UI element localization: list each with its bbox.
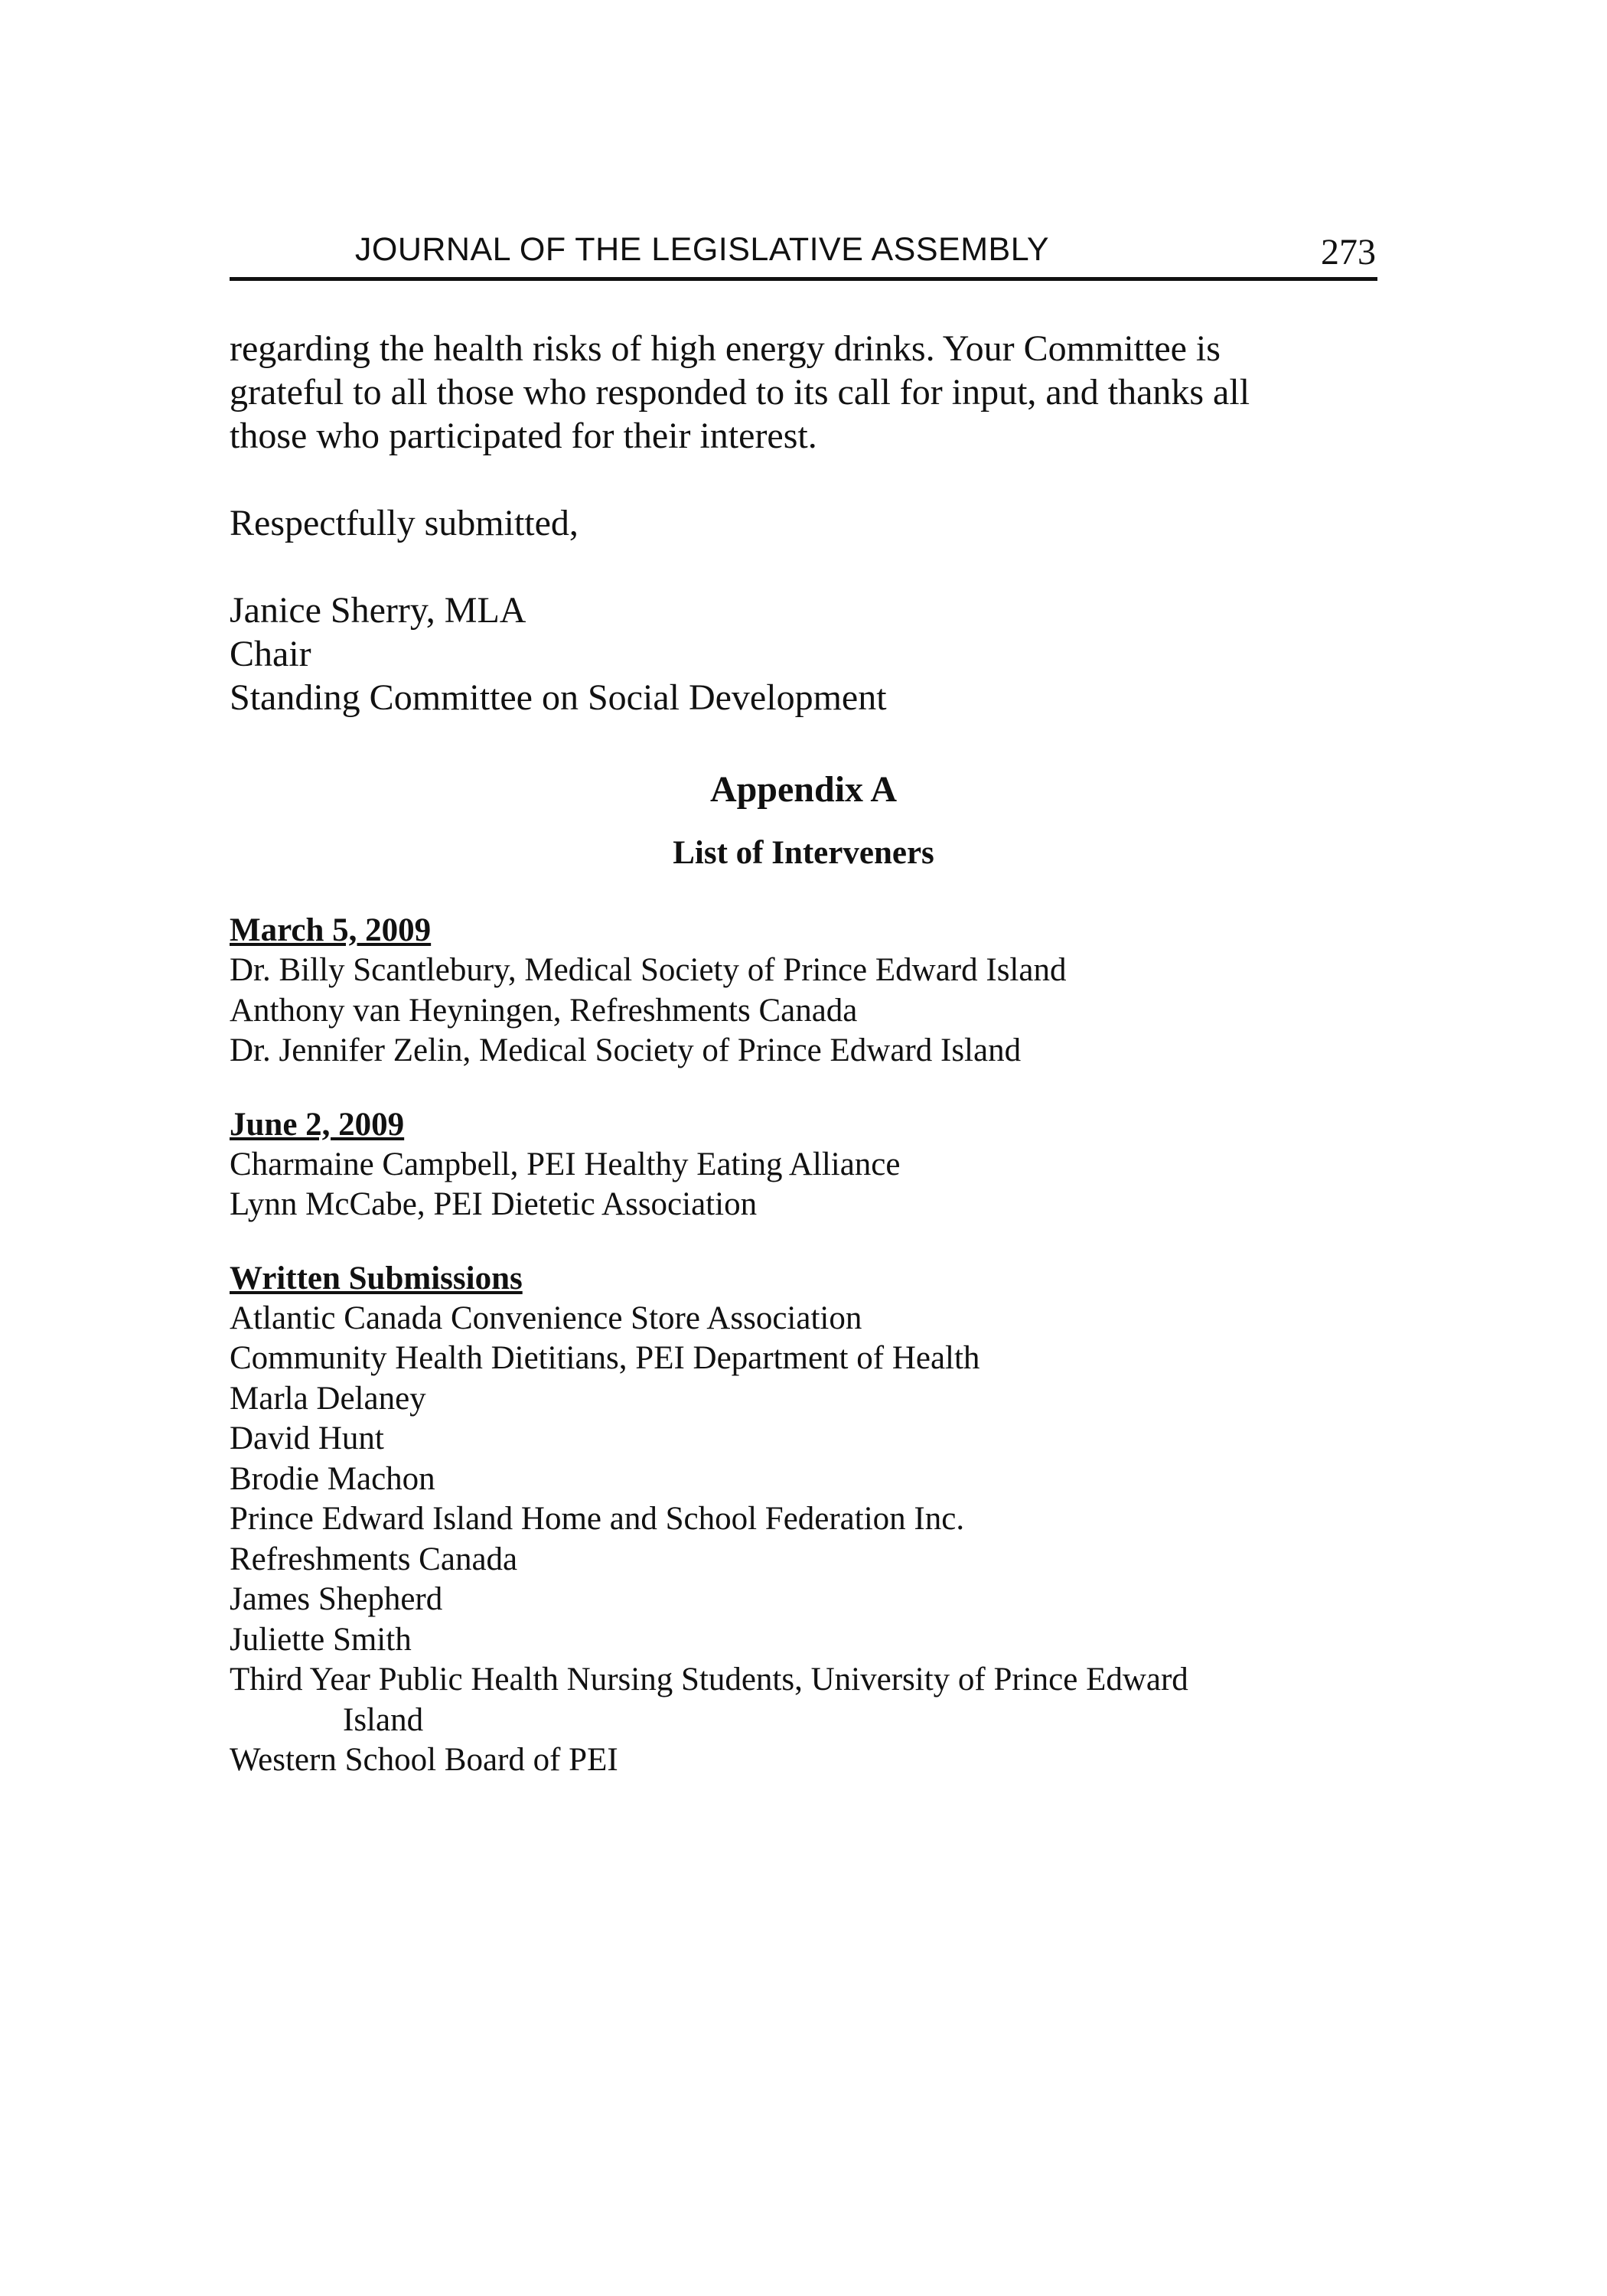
list-item: Brodie Machon <box>230 1460 435 1497</box>
list-item: Western School Board of PEI <box>230 1742 618 1778</box>
list-item: Charmaine Campbell, PEI Healthy Eating Alliance <box>230 1146 901 1182</box>
page-number: 273 <box>1321 232 1376 272</box>
journal-title: JOURNAL OF THE LEGISLATIVE ASSEMBLY <box>354 231 1050 268</box>
list-item: Juliette Smith <box>230 1621 412 1658</box>
list-item: Marla Delaney <box>230 1380 426 1417</box>
signature-block <box>230 589 1377 719</box>
closing-line: Respectfully submitted, <box>230 503 579 543</box>
list-item: Prince Edward Island Home and School Federation Inc. <box>230 1501 965 1537</box>
list-item-continuation: Island <box>343 1701 424 1738</box>
list-item: Community Health Dietitians, PEI Department of Health <box>230 1340 980 1376</box>
section-march-5-2009 <box>230 911 1377 1071</box>
journal-page <box>230 230 1377 1781</box>
appendix-subtitle: List of Interveners <box>673 835 934 871</box>
running-header <box>230 230 1377 281</box>
list-item: David Hunt <box>230 1420 384 1456</box>
list-item: Lynn McCabe, PEI Dietetic Association <box>230 1186 758 1222</box>
list-item: Dr. Billy Scantlebury, Medical Society of Prince Edward Island <box>230 952 1067 988</box>
signatory-name: Janice Sherry, MLA <box>230 590 526 631</box>
list-item: Refreshments Canada <box>230 1541 518 1577</box>
section-heading: June 2, 2009 <box>230 1106 405 1143</box>
signatory-committee: Standing Committee on Social Development <box>230 677 887 718</box>
section-heading: Written Submissions <box>230 1260 523 1296</box>
appendix-title: Appendix A <box>709 769 898 810</box>
list-item: Atlantic Canada Convenience Store Association <box>230 1300 862 1336</box>
section-june-2-2009 <box>230 1105 1377 1225</box>
section-written-submissions <box>230 1259 1377 1781</box>
list-item-multiline <box>230 1660 1377 1740</box>
list-item: James Shepherd <box>230 1581 443 1617</box>
signatory-role: Chair <box>230 634 311 674</box>
report-conclusion-paragraph: regarding the health risks of high energy drinks. Your Committee is grateful to all those who responded to its call for input, and thanks all those who participated for their interest. <box>230 328 1250 456</box>
section-heading: March 5, 2009 <box>230 912 432 948</box>
list-item: Anthony van Heyningen, Refreshments Canada <box>230 992 858 1029</box>
list-item-text: Third Year Public Health Nursing Students, University of Prince Edward <box>230 1662 1188 1698</box>
list-item: Dr. Jennifer Zelin, Medical Society of Prince Edward Island <box>230 1032 1022 1068</box>
